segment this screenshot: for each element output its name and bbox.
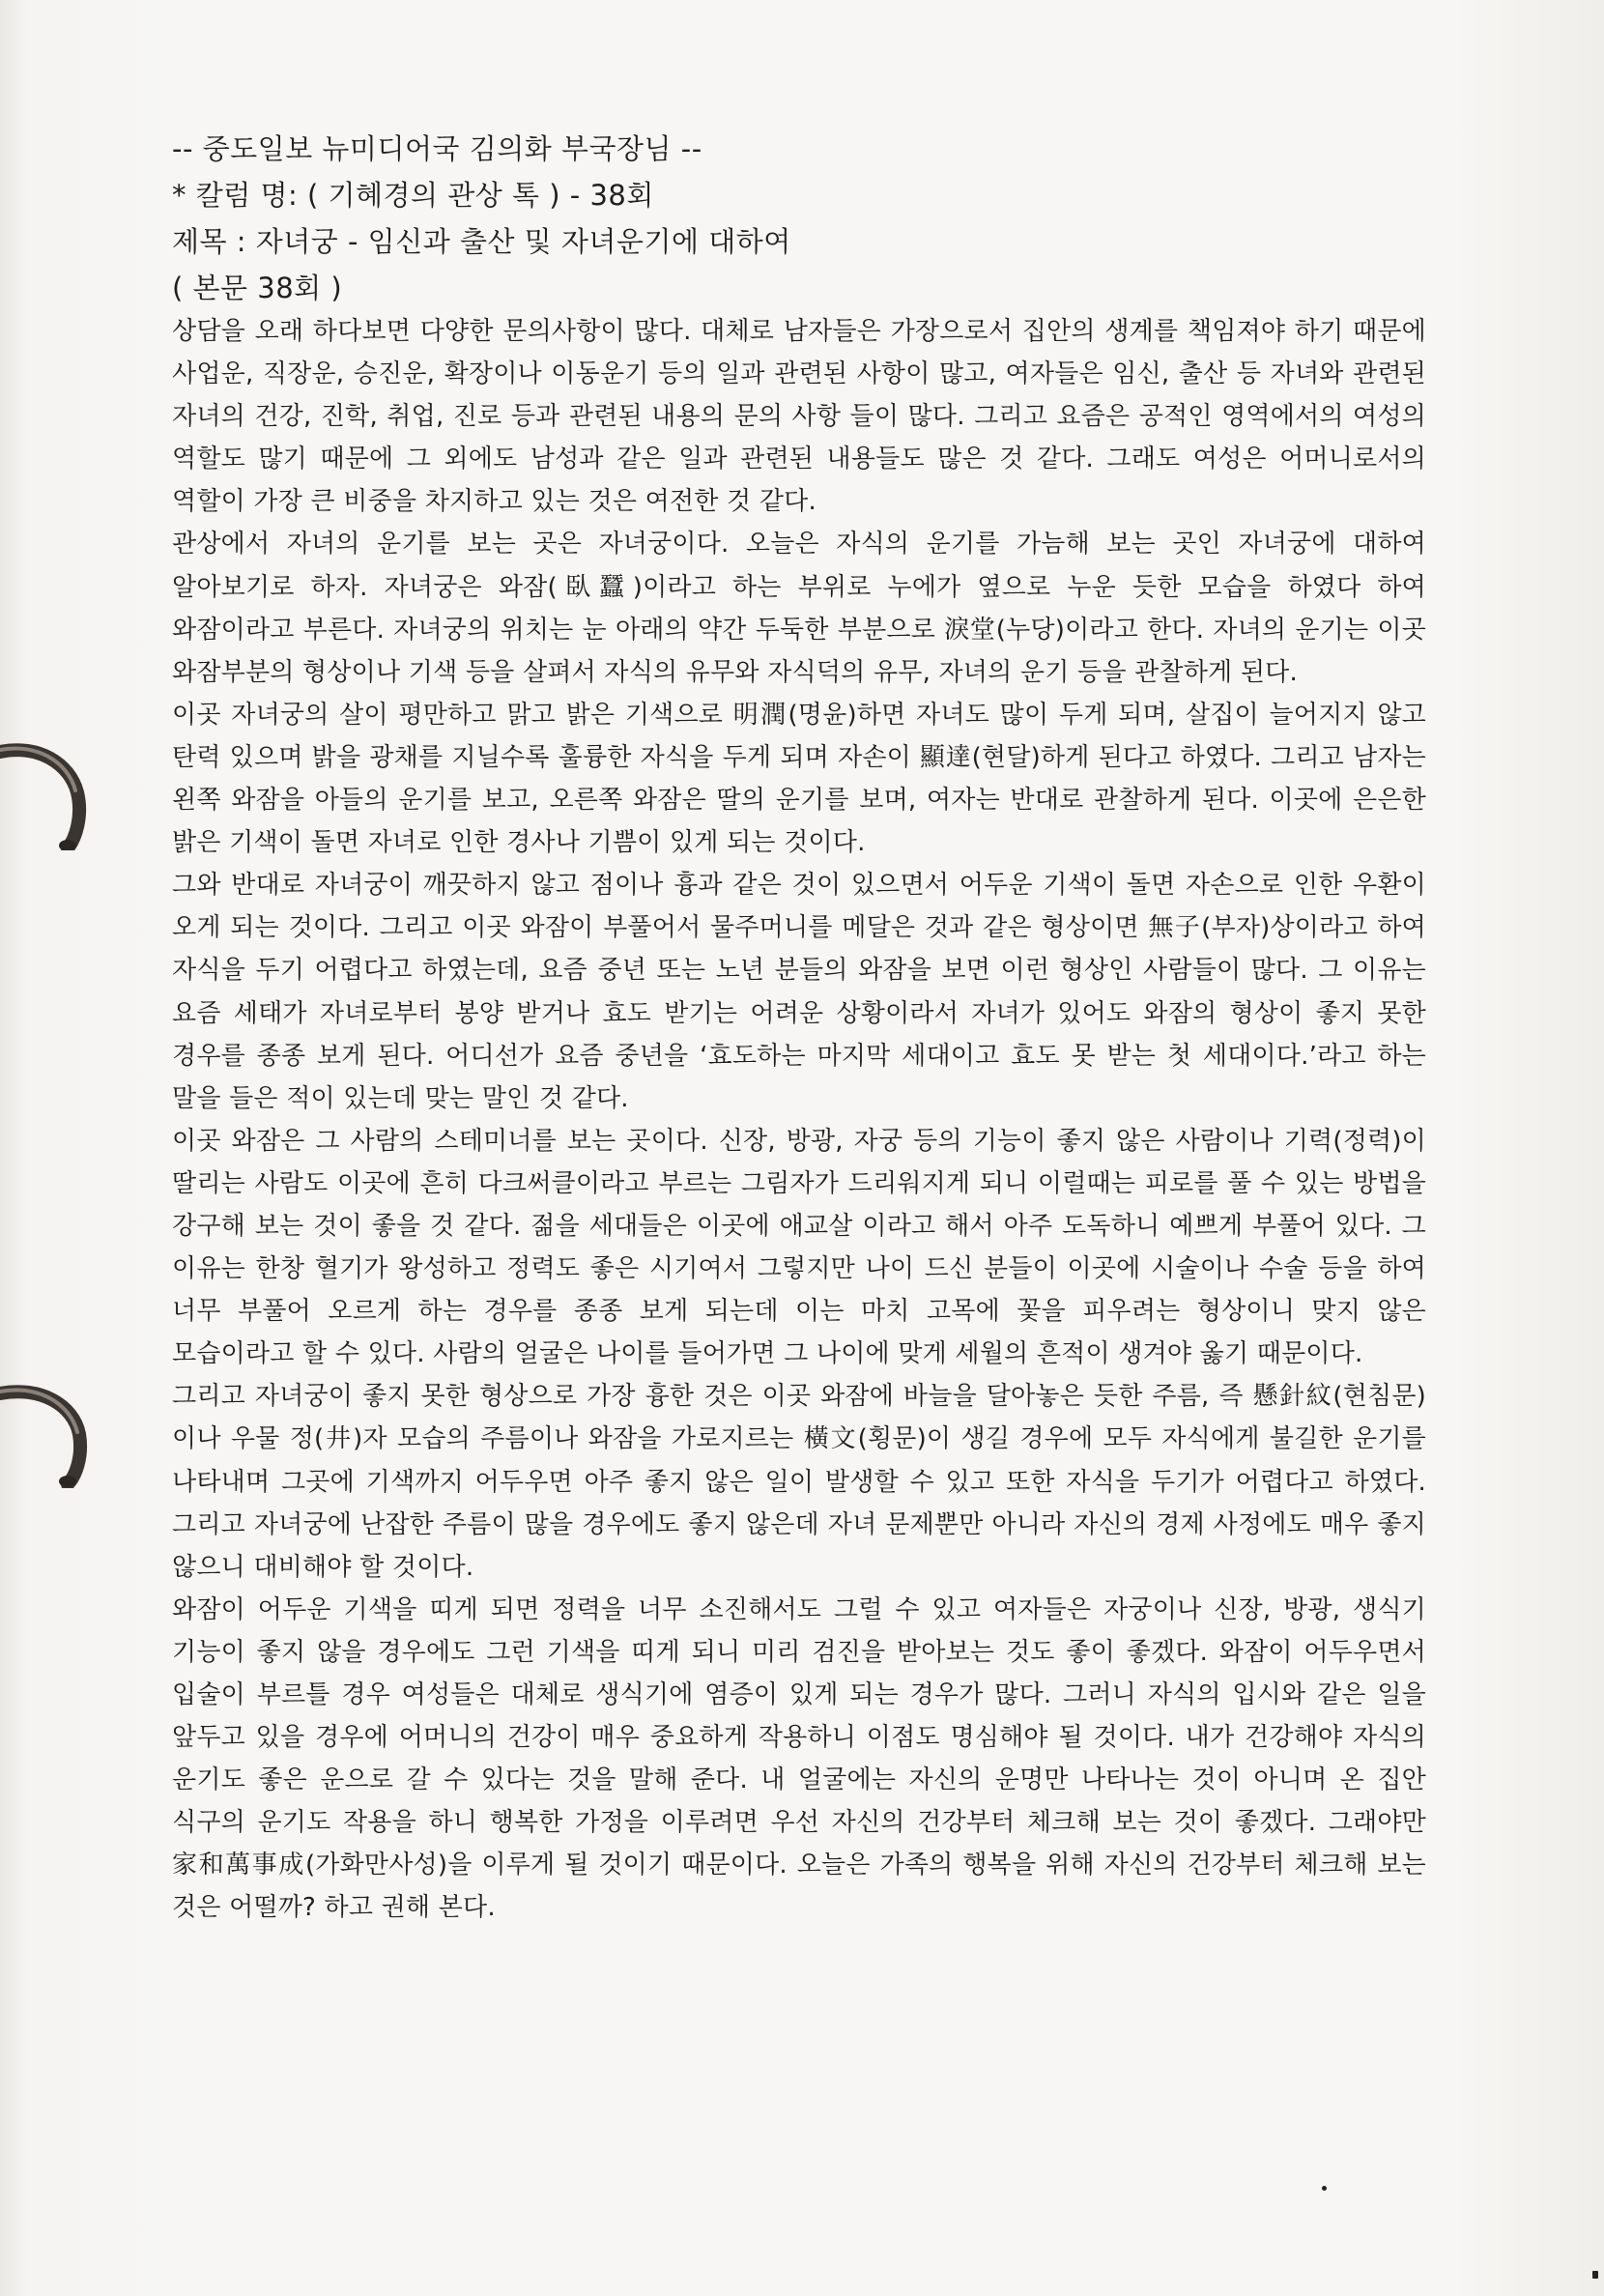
paragraph: 상담을 오래 하다보면 다양한 문의사항이 많다. 대체로 남자들은 가장으로서 집안의 생계를 책임져야 하기 때문에 사업운, 직장운, 승진운, 확장이나 이동운기 등의 일과 관련된 사항이 많고, 여자들은 임신, 출산 등 자녀와 관련된 자녀의 건강, 진학, 취업, 진로 등과 관련된 내용의 문의 사항 들이 많다. 그리고 요즘은 공적인 영역에서의 여성의 역할도 많기 때문에 그 외에도 남성과 같은 일과 관련된 내용들도 많은 것 같다. 그래도 여성은 어머니로서의 역할이 가장 큰 비중을 차지하고 있는 것은 여전한 것 같다. <box>172 317 1426 517</box>
binder-ring-top-icon <box>0 734 92 850</box>
column-header <box>172 126 1428 311</box>
scan-speck <box>1322 2186 1327 2191</box>
paragraph: 그리고 자녀궁이 좋지 못한 형상으로 가장 흉한 것은 이곳 와잠에 바늘을 달아놓은 듯한 주름, 즉 懸針紋(현침문)이나 우물 정(井)자 모습의 주름이나 와잠을 가로지르는 橫文(횡문)이 생길 경우에 모두 자식에게 불길한 운기를 나타내며 그곳에 기색까지 어두우면 아주 좋지 않은 일이 발생할 수 있고 또한 자식을 두기가 어렵다고 하였다. 그리고 자녀궁에 난잡한 주름이 많을 경우에도 좋지 않은데 자녀 문제뿐만 아니라 자신의 경제 사정에도 매우 좋지 않으니 대비해야 할 것이다. <box>172 1382 1426 1582</box>
article-body <box>172 310 1426 1930</box>
binder-ring-bottom-icon <box>0 1372 92 1488</box>
article-title: 제목 : 자녀궁 - 임신과 출산 및 자녀운기에 대하여 <box>172 225 791 258</box>
article-episode: ( 본문 38회 ) <box>172 272 343 304</box>
paragraph: 와잠이 어두운 기색을 띠게 되면 정력을 너무 소진해서도 그럴 수 있고 여자들은 자궁이나 신장, 방광, 생식기 기능이 좋지 않을 경우에도 그런 기색을 띠게 되니 미리 검진을 받아보는 것도 좋이 좋겠다. 와잠이 어두우면서 입술이 부르틀 경우 여성들은 대체로 생식기에 염증이 있게 되는 경우가 많다. 그러니 자식의 입시와 같은 일을 앞두고 있을 경우에 어머니의 건강이 매우 중요하게 작용하니 이점도 명심해야 될 것이다. 내가 건강해야 자식의 운기도 좋은 운으로 갈 수 있다는 것을 말해 준다. 내 얼굴에는 자신의 운명만 나타나는 것이 아니며 온 집안 식구의 운기도 작용을 하니 행복한 가정을 이루려면 우선 자신의 건강부터 체크해 보는 것이 좋겠다. 그래야만 家和萬事成(가화만사성)을 이루게 될 것이기 때문이다. 오늘은 가족의 행복을 위해 자신의 건강부터 체크해 보는 것은 어떨까? 하고 권해 본다. <box>172 1594 1426 1923</box>
column-name: * 칼럼 명: ( 기혜경의 관상 톡 ) - 38회 <box>172 179 654 212</box>
paragraph: 이곳 와잠은 그 사람의 스테미너를 보는 곳이다. 신장, 방광, 자궁 등의 기능이 좋지 않은 사람이나 기력(정력)이 딸리는 사람도 이곳에 흔히 다크써클이라고 부르는 그림자가 드리워지게 되니 이럴때는 피로를 풀 수 있는 방법을 강구해 보는 것이 좋을 것 같다. 젊을 세대들은 이곳에 애교살 이라고 해서 아주 도독하니 예쁘게 부풀어 있다. 그 이유는 한창 혈기가 왕성하고 정력도 좋은 시기여서 그렇지만 나이 드신 분들이 이곳에 시술이나 수술 등을 하여 너무 부풀어 오르게 하는 경우를 종종 보게 되는데 이는 마치 고목에 꽃을 피우려는 형상이니 맞지 않은 모습이라고 할 수 있다. 사람의 얼굴은 나이를 들어가면 그 나이에 맞게 세월의 흔적이 생겨야 옳기 때문이다. <box>172 1126 1426 1369</box>
scan-speck <box>1592 2271 1598 2279</box>
newspaper-byline: -- 중도일보 뉴미디어국 김의화 부국장님 -- <box>172 132 702 165</box>
paragraph: 이곳 자녀궁의 살이 평만하고 맑고 밝은 기색으로 明潤(명윤)하면 자녀도 많이 두게 되며, 살집이 늘어지지 않고 탄력 있으며 밝을 광채를 지닐수록 훌륭한 자식을 두게 되며 자손이 顯達(현달)하게 된다고 하였다. 그리고 남자는 왼쪽 와잠을 아들의 운기를 보고, 오른쪽 와잠은 딸의 운기를 보며, 여자는 반대로 관찰하게 된다. 이곳에 은은한 밝은 기색이 돌면 자녀로 인한 경사나 기쁨이 있게 되는 것이다. <box>172 700 1426 858</box>
paragraph: 관상에서 자녀의 운기를 보는 곳은 자녀궁이다. 오늘은 자식의 운기를 가늠해 보는 곳인 자녀궁에 대하여 알아보기로 하자. 자녀궁은 와잠(臥蠶)이라고 하는 부위로 누에가 옆으로 누운 듯한 모습을 하였다 하여 와잠이라고 부른다. 자녀궁의 위치는 눈 아래의 약간 두둑한 부분으로 淚堂(누당)이라고 한다. 자녀의 운기는 이곳 와잠부분의 형상이나 기색 등을 살펴서 자식의 유무와 자식덕의 유무, 자녀의 운기 등을 관찰하게 된다. <box>172 530 1426 687</box>
paragraph: 그와 반대로 자녀궁이 깨끗하지 않고 점이나 흉과 같은 것이 있으면서 어두운 기색이 돌면 자손으로 인한 우환이 오게 되는 것이다. 그리고 이곳 와잠이 부풀어서 물주머니를 메달은 것과 같은 형상이면 無子(부자)상이라고 하여 자식을 두기 어렵다고 하였는데, 요즘 중년 또는 노년 분들의 와잠을 보면 이런 형상인 사람들이 많다. 그 이유는 요즘 세태가 자녀로부터 봉양 받거나 효도 받기는 어려운 상황이라서 자녀가 있어도 와잠의 형상이 좋지 못한 경우를 종종 보게 된다. 어디선가 요즘 중년을 ‘효도하는 마지막 세대이고 효도 못 받는 첫 세대이다.’라고 하는 말을 들은 적이 있는데 맞는 말인 것 같다. <box>172 871 1426 1113</box>
